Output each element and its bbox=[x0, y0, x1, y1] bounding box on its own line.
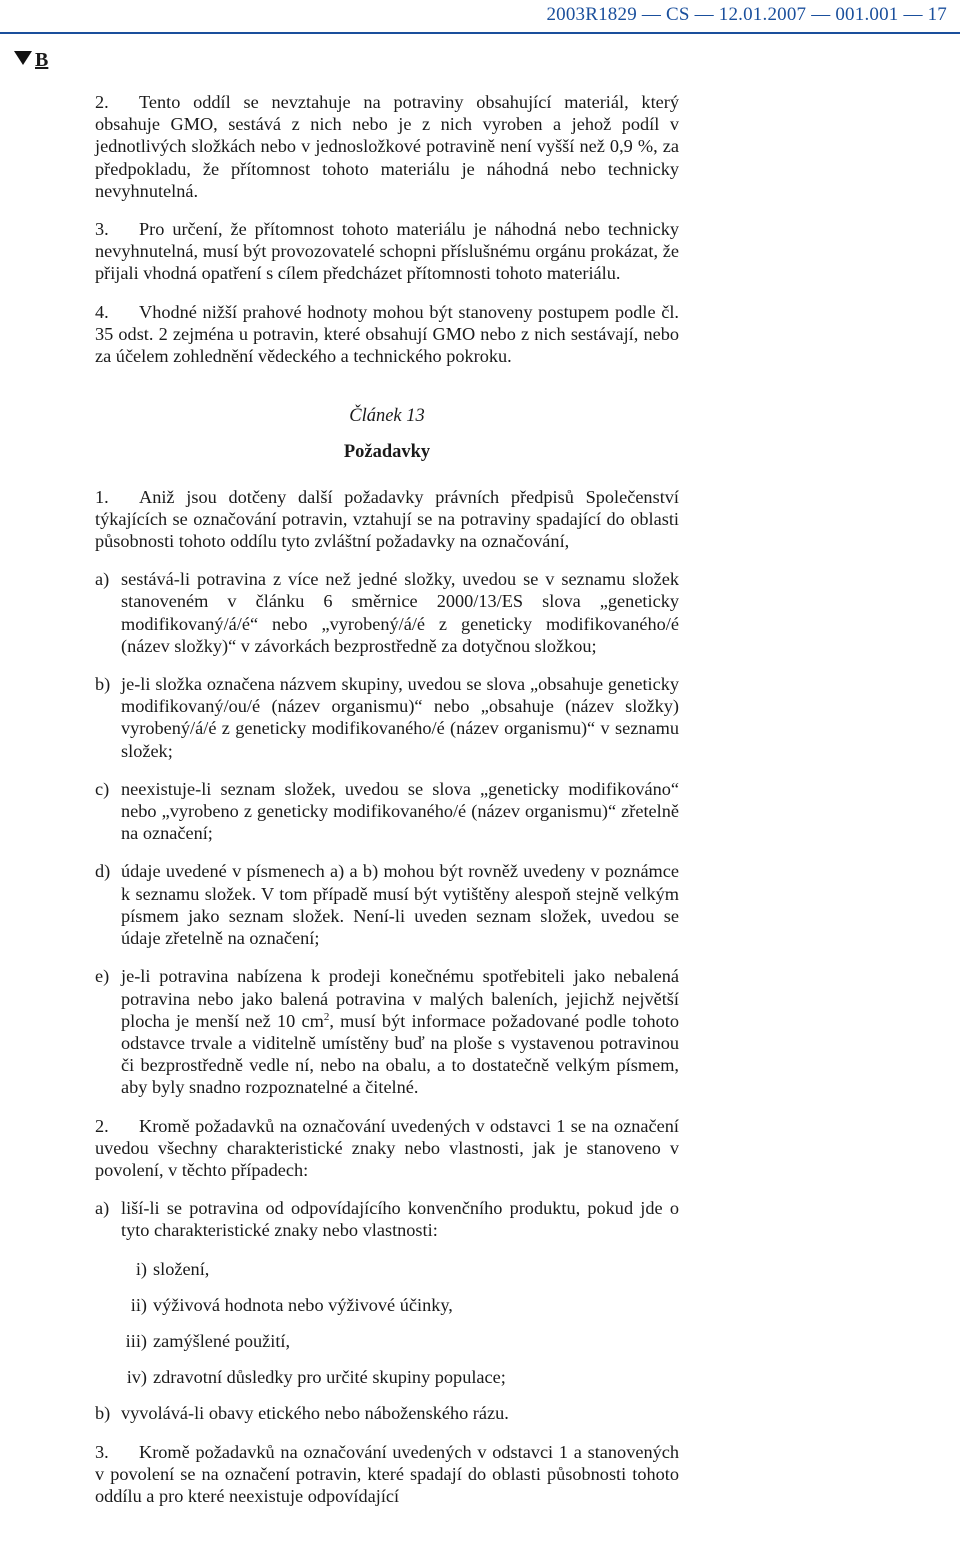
paragraph-3 bbox=[95, 218, 679, 285]
sublist-item-iii bbox=[95, 1330, 679, 1352]
triangle-down-icon bbox=[14, 51, 32, 65]
paragraph-2b bbox=[95, 1115, 679, 1182]
paragraph-text: Kromě požadavků na označování uvedených v odstavci 1 se na označení uvedou všechny charakteristické znaky nebo vlastnosti, jak je stanoveno v povolení, v těchto případech: bbox=[95, 1115, 679, 1180]
sublist-item-iv bbox=[95, 1366, 679, 1388]
document-reference: 2003R1829 — CS — 12.01.2007 — 001.001 — 17 bbox=[546, 4, 947, 25]
list-item-a2 bbox=[95, 1197, 679, 1241]
list-item-a bbox=[95, 568, 679, 657]
list-item-text: údaje uvedené v písmenech a) a b) mohou být rovněž uvedeny v poznámce k seznamu složek. V tom případě musí být vytištěny alespoň stejně velkým písmem jako seznam složek. Není-li uveden seznam složek, uvedou se údaje zřetelně na označení; bbox=[121, 861, 679, 949]
sublist-marker: ii) bbox=[130, 1294, 147, 1315]
paragraph-number: 3. bbox=[95, 1441, 109, 1462]
paragraph-text: Vhodné nižší prahové hodnoty mohou být stanoveny postupem podle čl. 35 odst. 2 zejména u potravin, které obsahují GMO nebo z nich sestávají, nebo za účelem zohlednění vědeckého a technického pokroku. bbox=[95, 301, 679, 367]
document-body bbox=[95, 91, 679, 1523]
list-item-text: je-li potravina nabízena k prodeji konečnému spotřebiteli jako nebalená potravina nebo jako balená potravina v malých baleních, jejichž největší plocha je menší než 10 cm bbox=[121, 966, 679, 1031]
list-marker: b) bbox=[95, 1403, 111, 1424]
list-item-text: neexistuje-li seznam složek, uvedou se slova „geneticky modifikováno“ nebo „vyrobeno z geneticky modifikovaného/é (název organismu)“ zřetelně na označení; bbox=[121, 778, 679, 844]
sublist-item-text: složení, bbox=[153, 1258, 210, 1279]
paragraph-text: Kromě požadavků na označování uvedených v odstavci 1 a stanovených v povolení se na označení potravin, které spadají do oblasti působnosti tohoto oddílu a pro které neexistuje odpovídající bbox=[95, 1441, 679, 1506]
list-item-d bbox=[95, 860, 679, 949]
paragraph-number: 2. bbox=[95, 1115, 109, 1136]
paragraph-text: Pro určení, že přítomnost tohoto materiálu je náhodná nebo technicky nevyhnutelná, musí být provozovatelé schopni příslušnému orgánu prokázat, že přijali vhodná opatření s cílem předcházet přítomnosti tohoto materiálu. bbox=[95, 219, 679, 284]
paragraph-number: 2. bbox=[95, 92, 109, 112]
paragraph-number: 3. bbox=[95, 219, 109, 240]
paragraph-number: 1. bbox=[95, 486, 109, 507]
sublist-marker: i) bbox=[135, 1258, 147, 1279]
paragraph-3b bbox=[95, 1441, 679, 1508]
paragraph-2 bbox=[95, 91, 679, 202]
sublist-item-i bbox=[95, 1258, 679, 1280]
list-marker: a) bbox=[95, 1198, 110, 1219]
paragraph-text: Aniž jsou dotčeny další požadavky právních předpisů Společenství týkajících se označování potravin, vztahují se na potraviny spadající do oblasti působnosti tohoto oddílu tyto zvláštní požadavky na označování, bbox=[95, 486, 679, 552]
sublist-marker: iii) bbox=[125, 1330, 147, 1351]
list-marker: d) bbox=[95, 861, 111, 882]
list-item-e bbox=[95, 965, 679, 1098]
amendment-code: B bbox=[35, 49, 49, 71]
article-subtitle: Požadavky bbox=[343, 442, 431, 463]
sublist-marker: iv) bbox=[126, 1367, 147, 1388]
list-marker: c) bbox=[95, 778, 110, 799]
list-item-b2 bbox=[95, 1402, 679, 1424]
list-item-b bbox=[95, 673, 679, 762]
sublist-item-text: zamýšlené použití, bbox=[153, 1330, 291, 1351]
header-rule bbox=[0, 32, 960, 34]
paragraph-1 bbox=[95, 486, 679, 553]
list-marker: a) bbox=[95, 569, 110, 590]
sublist-item-ii bbox=[95, 1294, 679, 1316]
list-item-text: je-li složka označena názvem skupiny, uvedou se slova „obsahuje geneticky modifikovaný/ou/é (název organismu)“ nebo „obsahuje (název složky) vyrobený/á/é z geneticky modifikovaného/é (název organismu)“ v seznamu složek; bbox=[121, 674, 679, 761]
paragraph-number: 4. bbox=[95, 301, 109, 322]
list-marker: e) bbox=[95, 966, 110, 987]
list-item-c bbox=[95, 778, 679, 845]
amendment-marker bbox=[14, 49, 48, 72]
list-item-text-cont: , musí být informace požadované podle tohoto odstavce trvale a viditelně umístěny buď na ploše s vystavenou potravinou či bezprostředně vedle ní, nebo na obalu, a to dostatečně velkým písmem, aby byly snadno rozpoznatelné a čitelné. bbox=[121, 1010, 680, 1098]
list-item-text: vyvolává-li obavy etického nebo náboženského rázu. bbox=[121, 1403, 509, 1424]
list-marker: b) bbox=[95, 674, 111, 695]
article-title: Článek 13 bbox=[349, 406, 425, 427]
page-header bbox=[0, 0, 960, 38]
sublist-item-text: zdravotní důsledky pro určité skupiny populace; bbox=[153, 1367, 506, 1388]
paragraph-4 bbox=[95, 301, 679, 368]
superscript: 2 bbox=[323, 1010, 330, 1023]
list-item-text: sestává-li potravina z více než jedné složky, uvedou se v seznamu složek stanoveném v článku 6 směrnice 2000/13/ES slova „geneticky modifikovaný/á/é“ nebo „vyrobený/á/é z geneticky modifikovaného/é (název složky)“ v závorkách bezprostředně za dotyčnou složkou; bbox=[121, 569, 679, 656]
list-item-text: liší-li se potravina od odpovídajícího konvenčního produktu, pokud jde o tyto charakteristické znaky nebo vlastnosti: bbox=[121, 1198, 679, 1241]
sublist-item-text: výživová hodnota nebo výživové účinky, bbox=[153, 1294, 453, 1315]
paragraph-text: Tento oddíl se nevztahuje na potraviny obsahující materiál, který obsahuje GMO, sestává z nich nebo je z nich vyroben a jehož podíl v jednotlivých složkách nebo v jednosložkové potravině není vyšší než 0,9 %, za předpokladu, že přítomnost tohoto materiálu je náhodná nebo technicky nevyhnutelná. bbox=[95, 92, 679, 201]
